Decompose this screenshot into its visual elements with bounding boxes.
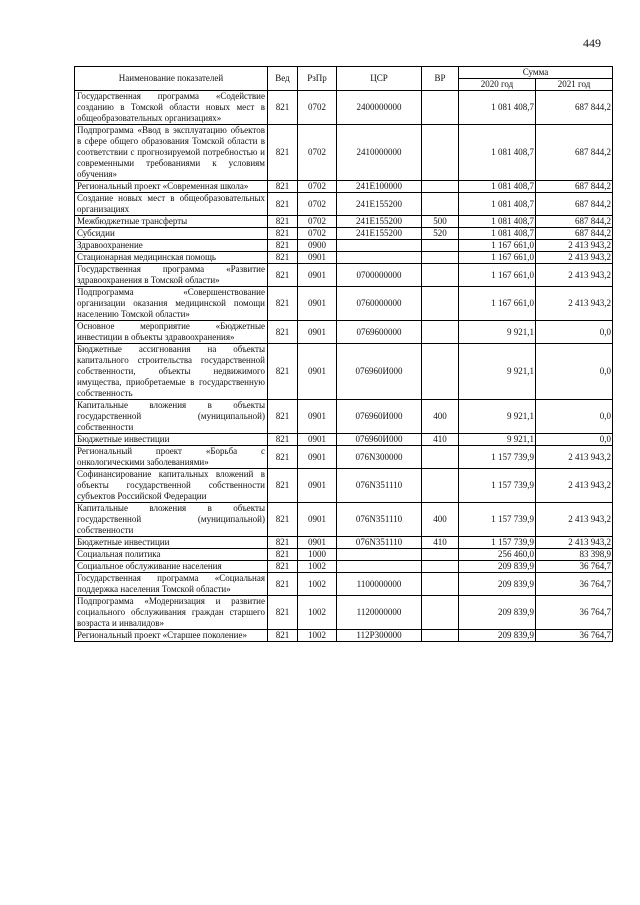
cell-sum-2020: 1 157 739,9 [459, 537, 536, 549]
cell-name: Региональный проект «Борьба с онкологическими заболеваниями» [75, 446, 268, 469]
cell-vr [422, 549, 459, 561]
cell-sum-2020: 9 921,1 [459, 434, 536, 446]
cell-sum-2020: 1 157 739,9 [459, 503, 536, 537]
table-row [75, 434, 613, 446]
cell-rzpr: 0901 [298, 400, 337, 434]
col-header-rzpr: РзПр [298, 67, 337, 91]
cell-sum-2020: 256 460,0 [459, 549, 536, 561]
cell-ved: 821 [268, 125, 298, 181]
cell-vr [422, 252, 459, 264]
table-row [75, 228, 613, 240]
cell-sum-2021: 0,0 [536, 321, 613, 344]
cell-vr [422, 125, 459, 181]
cell-rzpr: 0901 [298, 344, 337, 400]
cell-vr [422, 181, 459, 193]
cell-sum-2020: 209 839,9 [459, 561, 536, 573]
table-row [75, 181, 613, 193]
cell-sum-2021: 2 413 943,2 [536, 537, 613, 549]
cell-sum-2021: 687 844,2 [536, 216, 613, 228]
cell-name: Государственная программа «Развитие здравоохранения в Томской области» [75, 264, 268, 287]
table-row [75, 561, 613, 573]
cell-sum-2020: 1 081 408,7 [459, 216, 536, 228]
cell-rzpr: 0702 [298, 193, 337, 216]
cell-vr: 400 [422, 503, 459, 537]
cell-csr: 1120000000 [337, 596, 422, 630]
cell-sum-2020: 209 839,9 [459, 630, 536, 642]
cell-ved: 821 [268, 573, 298, 596]
cell-ved: 821 [268, 264, 298, 287]
cell-ved: 821 [268, 446, 298, 469]
col-header-name: Наименование показателей [75, 67, 268, 91]
col-header-2020: 2020 год [459, 79, 536, 91]
cell-sum-2021: 36 764,7 [536, 561, 613, 573]
cell-sum-2020: 1 167 661,0 [459, 287, 536, 321]
table-row [75, 549, 613, 561]
cell-rzpr: 0901 [298, 537, 337, 549]
cell-csr: 076960И000 [337, 400, 422, 434]
cell-vr [422, 91, 459, 125]
cell-sum-2021: 2 413 943,2 [536, 287, 613, 321]
cell-rzpr: 0901 [298, 287, 337, 321]
cell-vr: 410 [422, 537, 459, 549]
col-header-sum: Сумма [459, 67, 613, 79]
cell-ved: 821 [268, 344, 298, 400]
cell-name: Бюджетные инвестиции [75, 537, 268, 549]
cell-sum-2020: 1 167 661,0 [459, 252, 536, 264]
cell-rzpr: 0901 [298, 469, 337, 503]
cell-rzpr: 0702 [298, 228, 337, 240]
cell-vr [422, 287, 459, 321]
cell-csr: 0700000000 [337, 264, 422, 287]
table-row [75, 573, 613, 596]
cell-name: Государственная программа «Социальная поддержка населения Томской области» [75, 573, 268, 596]
cell-sum-2021: 36 764,7 [536, 573, 613, 596]
cell-sum-2020: 1 081 408,7 [459, 193, 536, 216]
cell-sum-2021: 687 844,2 [536, 125, 613, 181]
cell-sum-2020: 9 921,1 [459, 321, 536, 344]
cell-vr: 520 [422, 228, 459, 240]
cell-sum-2021: 2 413 943,2 [536, 503, 613, 537]
cell-name: Государственная программа «Содействие созданию в Томской области новых мест в общеобразовательных организациях» [75, 91, 268, 125]
table-row [75, 193, 613, 216]
col-header-ved: Вед [268, 67, 298, 91]
cell-name: Региональный проект «Старшее поколение» [75, 630, 268, 642]
cell-ved: 821 [268, 193, 298, 216]
table-row [75, 287, 613, 321]
cell-csr: 2410000000 [337, 125, 422, 181]
cell-vr [422, 630, 459, 642]
cell-sum-2020: 1 081 408,7 [459, 228, 536, 240]
table-row [75, 503, 613, 537]
cell-csr: 076960И000 [337, 344, 422, 400]
cell-name: Стационарная медицинская помощь [75, 252, 268, 264]
cell-csr: 076N351110 [337, 469, 422, 503]
col-header-vr: ВР [422, 67, 459, 91]
cell-ved: 821 [268, 469, 298, 503]
budget-table [74, 66, 613, 642]
table-body [75, 91, 613, 642]
cell-csr: 076960И000 [337, 434, 422, 446]
cell-sum-2021: 687 844,2 [536, 91, 613, 125]
cell-rzpr: 0702 [298, 216, 337, 228]
cell-vr [422, 344, 459, 400]
cell-sum-2021: 83 398,9 [536, 549, 613, 561]
table-row [75, 630, 613, 642]
cell-name: Капитальные вложения в объекты государственной (муниципальной) собственности [75, 503, 268, 537]
table-row [75, 344, 613, 400]
cell-csr: 1100000000 [337, 573, 422, 596]
table-row [75, 469, 613, 503]
cell-sum-2020: 9 921,1 [459, 344, 536, 400]
cell-csr: 241E155200 [337, 216, 422, 228]
cell-sum-2020: 209 839,9 [459, 596, 536, 630]
cell-rzpr: 1002 [298, 573, 337, 596]
cell-ved: 821 [268, 287, 298, 321]
cell-sum-2021: 2 413 943,2 [536, 446, 613, 469]
cell-rzpr: 0901 [298, 252, 337, 264]
cell-csr: 241E155200 [337, 228, 422, 240]
cell-ved: 821 [268, 240, 298, 252]
cell-csr: 241E155200 [337, 193, 422, 216]
cell-csr: 0760000000 [337, 287, 422, 321]
header-row [75, 67, 613, 79]
cell-rzpr: 1002 [298, 561, 337, 573]
cell-sum-2020: 1 081 408,7 [459, 181, 536, 193]
cell-vr [422, 193, 459, 216]
cell-vr [422, 596, 459, 630]
cell-sum-2020: 209 839,9 [459, 573, 536, 596]
cell-name: Создание новых мест в общеобразовательных организациях [75, 193, 268, 216]
cell-rzpr: 1000 [298, 549, 337, 561]
cell-ved: 821 [268, 630, 298, 642]
cell-vr [422, 264, 459, 287]
cell-name: Капитальные вложения в объекты государственной (муниципальной) собственности [75, 400, 268, 434]
cell-rzpr: 0702 [298, 91, 337, 125]
cell-rzpr: 0901 [298, 264, 337, 287]
cell-sum-2021: 2 413 943,2 [536, 252, 613, 264]
cell-csr: 112P300000 [337, 630, 422, 642]
cell-vr: 410 [422, 434, 459, 446]
cell-vr: 500 [422, 216, 459, 228]
cell-name: Основное мероприятие «Бюджетные инвестиции в объекты здравоохранения» [75, 321, 268, 344]
cell-csr: 0769600000 [337, 321, 422, 344]
table-row [75, 321, 613, 344]
cell-ved: 821 [268, 434, 298, 446]
cell-sum-2021: 687 844,2 [536, 193, 613, 216]
cell-ved: 821 [268, 216, 298, 228]
cell-csr [337, 240, 422, 252]
table-row [75, 91, 613, 125]
cell-csr: 076N351110 [337, 503, 422, 537]
table-row [75, 125, 613, 181]
cell-sum-2020: 1 167 661,0 [459, 264, 536, 287]
cell-sum-2021: 687 844,2 [536, 181, 613, 193]
cell-vr [422, 573, 459, 596]
cell-csr [337, 252, 422, 264]
col-header-2021: 2021 год [536, 79, 613, 91]
cell-vr [422, 446, 459, 469]
cell-name: Софинансирование капитальных вложений в объекты государственной собственности субъектов Российской Федерации [75, 469, 268, 503]
cell-sum-2021: 0,0 [536, 434, 613, 446]
cell-sum-2020: 1 157 739,9 [459, 469, 536, 503]
cell-csr [337, 561, 422, 573]
cell-name: Региональный проект «Современная школа» [75, 181, 268, 193]
cell-name: Подпрограмма «Совершенствование организации оказания медицинской помощи населению Томской области» [75, 287, 268, 321]
cell-name: Бюджетные инвестиции [75, 434, 268, 446]
cell-sum-2020: 9 921,1 [459, 400, 536, 434]
cell-ved: 821 [268, 91, 298, 125]
table-row [75, 216, 613, 228]
cell-rzpr: 0901 [298, 446, 337, 469]
cell-vr: 400 [422, 400, 459, 434]
cell-name: Подпрограмма «Модернизация и развитие социального обслуживания граждан старшего возраста и инвалидов» [75, 596, 268, 630]
cell-rzpr: 0901 [298, 321, 337, 344]
cell-rzpr: 0901 [298, 434, 337, 446]
cell-sum-2020: 1 081 408,7 [459, 125, 536, 181]
cell-name: Социальное обслуживание населения [75, 561, 268, 573]
cell-name: Подпрограмма «Ввод в эксплуатацию объектов в сфере общего образования Томской области в соответствии с прогнозируемой потребностью и современными требованиями к условиям обучения» [75, 125, 268, 181]
cell-rzpr: 0901 [298, 503, 337, 537]
cell-sum-2021: 687 844,2 [536, 228, 613, 240]
table-row [75, 240, 613, 252]
cell-name: Бюджетные ассигнования на объекты капитального строительства государственной собственности, объекты недвижимого имущества, приобретаемые в государственную собственность [75, 344, 268, 400]
col-header-csr: ЦСР [337, 67, 422, 91]
page-number: 449 [583, 36, 601, 50]
cell-rzpr: 0702 [298, 181, 337, 193]
cell-ved: 821 [268, 537, 298, 549]
cell-vr [422, 561, 459, 573]
cell-ved: 821 [268, 252, 298, 264]
cell-rzpr: 1002 [298, 630, 337, 642]
table-row [75, 537, 613, 549]
cell-sum-2021: 36 764,7 [536, 596, 613, 630]
cell-name: Межбюджетные трансферты [75, 216, 268, 228]
cell-sum-2021: 36 764,7 [536, 630, 613, 642]
cell-vr [422, 469, 459, 503]
cell-sum-2021: 0,0 [536, 344, 613, 400]
cell-csr: 2400000000 [337, 91, 422, 125]
table-row [75, 446, 613, 469]
cell-ved: 821 [268, 503, 298, 537]
cell-csr: 076N351110 [337, 537, 422, 549]
cell-rzpr: 1002 [298, 596, 337, 630]
cell-sum-2020: 1 167 661,0 [459, 240, 536, 252]
cell-ved: 821 [268, 228, 298, 240]
cell-sum-2020: 1 081 408,7 [459, 91, 536, 125]
cell-sum-2021: 2 413 943,2 [536, 469, 613, 503]
cell-ved: 821 [268, 596, 298, 630]
cell-vr [422, 321, 459, 344]
table-row [75, 264, 613, 287]
cell-name: Социальная политика [75, 549, 268, 561]
cell-ved: 821 [268, 400, 298, 434]
cell-rzpr: 0702 [298, 125, 337, 181]
cell-csr: 076N300000 [337, 446, 422, 469]
cell-ved: 821 [268, 321, 298, 344]
cell-name: Здравоохранение [75, 240, 268, 252]
cell-ved: 821 [268, 549, 298, 561]
cell-name: Субсидии [75, 228, 268, 240]
cell-sum-2021: 2 413 943,2 [536, 240, 613, 252]
cell-rzpr: 0900 [298, 240, 337, 252]
cell-ved: 821 [268, 561, 298, 573]
table-row [75, 252, 613, 264]
cell-ved: 821 [268, 181, 298, 193]
cell-csr [337, 549, 422, 561]
cell-vr [422, 240, 459, 252]
table-row [75, 400, 613, 434]
cell-sum-2020: 1 157 739,9 [459, 446, 536, 469]
cell-csr: 241E100000 [337, 181, 422, 193]
cell-sum-2021: 2 413 943,2 [536, 264, 613, 287]
cell-sum-2021: 0,0 [536, 400, 613, 434]
table-row [75, 596, 613, 630]
